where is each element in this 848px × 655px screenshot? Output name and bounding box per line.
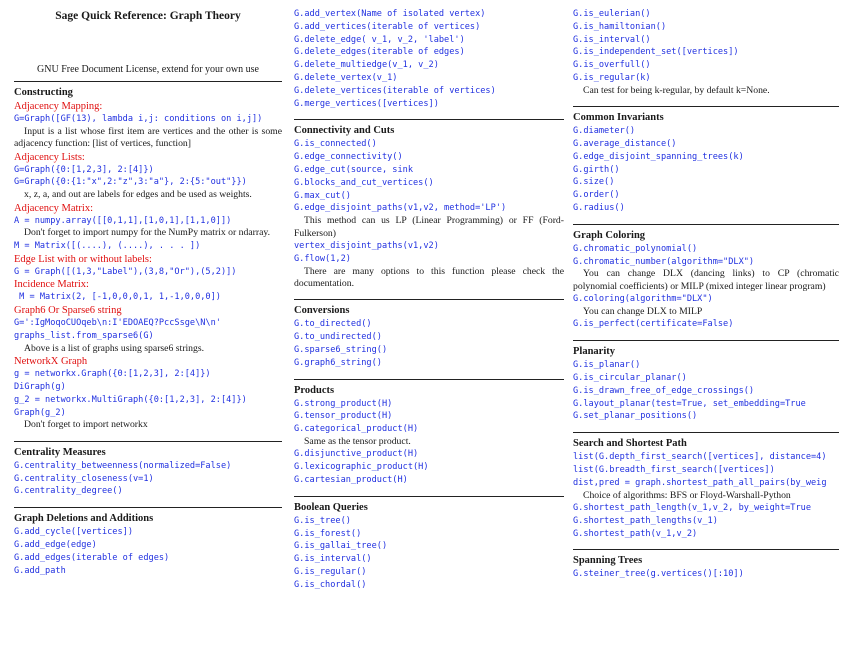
column-2 [294,8,564,592]
section-divider [573,549,839,550]
code-line: A = numpy.array([[0,1,1],[1,0,1],[1,1,0]]) [14,215,232,226]
note-text: Above is a list of graphs using sparse6 strings. [24,342,205,354]
code-line: graphs_list.from_sparse6(G) [14,331,154,341]
note-text: Can test for being k-regular, by default k=None. [583,84,770,96]
code-line: G.edge_disjoint_paths(v1,v2, method='LP') [294,203,507,214]
page-title: Sage Quick Reference: Graph Theory [55,10,241,22]
section-heading-products: Products [294,384,335,396]
code-line: g = networkx.Graph({0:[1,2,3], 2:[4]}) [14,369,211,380]
code-line: G.steiner_tree(g.vertices()[:10]) [573,569,744,580]
section-divider [573,224,839,225]
code-line: G.is_independent_set([vertices]) [573,47,739,58]
code-line: G.add_edges(iterable of edges) [14,552,170,563]
section-heading-deletions: Graph Deletions and Additions [14,513,154,525]
code-line: G.disjunctive_product(H) [294,449,419,460]
code-line: G.to_directed() [294,319,372,330]
subheading-edge-list: Edge List with or without labels: [14,253,152,265]
section-heading-search: Search and Shortest Path [573,438,687,450]
code-line: G.is_tree() [294,515,351,526]
code-line: G.edge_cut(source, sink [294,164,413,175]
code-line: G.is_overfull() [573,60,651,71]
section-heading-connectivity: Connectivity and Cuts [294,125,395,137]
code-line: G.strong_product(H) [294,398,393,409]
code-line: G.tensor_product(H) [294,411,393,422]
section-divider [14,507,282,508]
section-divider [294,119,564,120]
code-line: G.is_planar() [573,360,641,371]
subheading-incidence-matrix: Incidence Matrix: [14,279,89,291]
section-divider [294,299,564,300]
column-1 [14,8,282,577]
section-heading-centrality: Centrality Measures [14,446,106,458]
code-line: list(G.breadth_first_search([vertices]) [573,464,775,475]
code-line: G.centrality_betweenness(normalized=False) [14,460,232,471]
code-line: G.shortest_path(v_1,v_2) [573,528,698,539]
code-line: G.is_hamiltonian() [573,21,667,32]
code-line: G.add_vertices(iterable of vertices) [294,21,481,32]
subheading-adjacency-mapping: Adjacency Mapping: [14,101,103,112]
code-line: G.shortest_path_lengths(v_1) [573,515,718,526]
code-line: G.max_cut() [294,190,351,201]
note-text: This method can us LP (Linear Programming) or FF (Ford-Fulkerson) [294,215,564,239]
code-line: G.diameter() [573,126,636,137]
code-line: G.order() [573,190,620,201]
code-line: G.is_circular_planar() [573,372,687,383]
code-line: G.blocks_and_cut_vertices() [294,177,434,188]
code-line: G.edge_disjoint_spanning_trees(k) [573,151,744,162]
subheading-adjacency-lists: Adjacency Lists: [14,151,85,163]
code-line: G.chromatic_number(algorithm="DLX") [573,256,755,267]
code-line: G.delete_edges(iterable of edges) [294,47,465,58]
code-line: G=Graph([GF(13), lambda i,j: conditions on i,j]) [14,114,263,124]
section-heading-invariants: Common Invariants [573,112,664,124]
note-text: You can change DLX (dancing links) to CP (chromatic polynomial coefficients) or MILP (mixed integer linear program) [573,268,839,292]
code-line: G.is_forest() [294,528,362,539]
code-line: G.delete_vertex(v_1) [294,72,398,83]
note-text: Don't forget to import networkx [24,419,148,431]
code-line: G.radius() [573,202,625,213]
code-line: G.chromatic_polynomial() [573,243,698,254]
note-text: There are many options to this function please check the documentation. [294,265,564,289]
code-line: G.is_interval() [573,34,651,45]
code-line: G = Graph([(1,3,"Label"),(3,8,"Or"),(5,2)]) [14,266,237,277]
code-line: G.add_path [14,565,66,576]
code-line: G.add_edge(edge) [14,539,97,550]
code-line: G.flow(1,2) [294,253,351,264]
license-note: GNU Free Document License, extend for your own use [37,64,259,75]
code-line: G.is_gallai_tree() [294,541,388,552]
code-line: G.to_undirected() [294,332,382,343]
code-line: G.is_interval() [294,554,372,565]
code-line: G.cartesian_product(H) [294,474,408,485]
note-text: Same as the tensor product. [304,435,411,447]
code-line: list(G.depth_first_search([vertices], distance=4) [573,452,827,463]
code-line: G.is_eulerian() [573,9,651,19]
code-line: G.is_perfect(certificate=False) [573,319,734,330]
section-divider [14,81,282,82]
code-line: G.centrality_degree() [14,486,123,497]
code-line: G.is_drawn_free_of_edge_crossings() [573,385,755,396]
section-heading-coloring: Graph Coloring [573,229,646,241]
code-line: G.delete_multiedge(v_1, v_2) [294,60,439,71]
section-heading-constructing: Constructing [14,87,73,98]
code-line: G.coloring(algorithm="DLX") [573,294,713,305]
section-divider [14,441,282,442]
code-line: G.graph6_string() [294,357,382,368]
code-line: Graph(g_2) [14,407,66,418]
code-line: G.shortest_path_length(v_1,v_2, by_weight=True [573,502,811,513]
column-3 [573,8,839,581]
section-divider [294,496,564,497]
section-heading-spanning: Spanning Trees [573,555,643,567]
subheading-graph6: Graph6 Or Sparse6 string [14,305,122,317]
code-line: g_2 = networkx.MultiGraph({0:[1,2,3], 2:[4]}) [14,394,247,405]
section-heading-conversions: Conversions [294,305,350,317]
code-line: M = Matrix([(....), (....), . . . ]) [14,240,201,251]
code-line: DiGraph(g) [14,382,66,392]
code-line: G.is_regular() [294,566,367,577]
subheading-networkx: NetworkX Graph [14,356,88,368]
code-line: G.merge_vertices([vertices]) [294,98,439,109]
code-line: G=Graph({0:[1,2,3], 2:[4]}) [14,164,154,175]
code-line: G.edge_connectivity() [294,152,403,163]
code-line: G.is_connected() [294,139,377,150]
code-line: G.is_chordal() [294,579,367,590]
code-line: G.add_cycle([vertices]) [14,527,133,538]
section-divider [294,379,564,380]
section-heading-planarity: Planarity [573,346,615,358]
code-line: G.set_planar_positions() [573,411,698,422]
code-line: G.average_distance() [573,138,677,149]
code-line: G.is_regular(k) [573,72,651,83]
code-line: G.size() [573,177,615,188]
section-divider [573,106,839,107]
subheading-adjacency-matrix: Adjacency Matrix: [14,202,94,214]
section-divider [573,340,839,341]
code-line: G=':IgMoqoCUOqeb\n:I'EDOAEQ?PccSsge\N\n' [14,318,221,329]
note-text: Don't forget to import numpy for the NumPy matrix or ndarray. [24,227,271,239]
note-text: Input is a list whose first item are vertices and the other is some adjacency function: [list of vertices, function] [14,125,282,150]
code-line: G.layout_planar(test=True, set_embedding=True [573,398,806,409]
code-line: G.add_vertex(Name of isolated vertex) [294,9,486,19]
note-text: You can change DLX to MILP [583,305,703,317]
code-line: vertex_disjoint_paths(v1,v2) [294,240,439,251]
note-text: Choice of algorithms: BFS or Floyd-Warshall-Python [583,489,791,501]
code-line: G.sparse6_string() [294,344,388,355]
code-line: G.categorical_product(H) [294,424,419,435]
section-heading-boolean: Boolean Queries [294,501,368,513]
code-line: G.centrality_closeness(v=1) [14,473,154,484]
section-divider [573,432,839,433]
note-text: x, z, a, and out are labels for edges and be used as weights. [24,189,252,201]
code-line: G=Graph({0:{1:"x",2:"z",3:"a"}, 2:{5:"out"}}) [14,177,247,188]
code-line: G.lexicographic_product(H) [294,462,429,473]
code-line: M = Matrix(2, [-1,0,0,0,1, 1,-1,0,0,0]) [14,292,221,303]
code-line: G.delete_edge( v_1, v_2, 'label') [294,34,465,45]
code-line: dist,pred = graph.shortest_path_all_pairs(by_weig [573,477,827,488]
code-line: G.girth() [573,164,620,175]
code-line: G.delete_vertices(iterable of vertices) [294,85,496,96]
